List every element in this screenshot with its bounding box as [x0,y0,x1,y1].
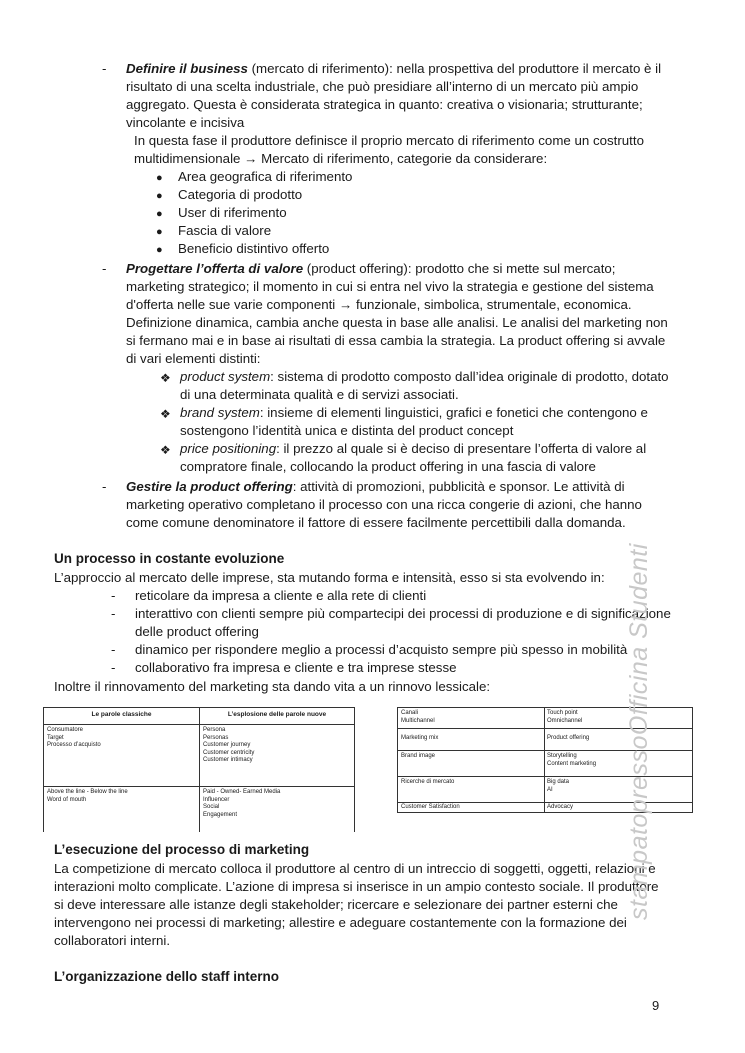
item1-line-3: vincolante e incisiva [126,115,245,130]
evolution-item: collaborativo fra impresa e cliente e tra imprese stesse [135,660,457,675]
evolution-item: reticolare da impresa a cliente e alla rete di clienti [135,588,427,603]
section3-line: interazioni molto complicate. L’azione di impresa si inserisce in un ampio contesto sociale. Il produttore [54,879,659,894]
item2-text-0: (product offering): prodotto che si mette sul mercato; [303,261,616,276]
bullet-dot: ● [156,172,163,184]
item3-title: Gestire la product offering [126,479,293,494]
item2-line-4: si fermano mai e in base ai risultati di essa cambia la strategia. La product offering si avvale [126,333,666,348]
section2-outro: Inoltre il rinnovamento del marketing sta dando vita a un rinnovo lessicale: [54,679,491,694]
item2-line-1: marketing strategico; il momento in cui si entra nel vivo la strategia e gestione del sistema [126,279,654,294]
bullet-item: Categoria di prodotto [178,187,303,202]
dash-marker: - [111,588,116,603]
bullet-dot: ● [156,244,163,256]
page-number: 9 [652,998,660,1013]
table-cell: Storytelling Content marketing [547,753,597,767]
diamond-text: : il prezzo al quale si è deciso di presentare l’offerta di valore al [276,441,647,456]
bullet-dot: ● [156,208,163,220]
item1-sub-1: multidimensionale → Mercato di riferimento, categorie da considerare: [134,151,548,166]
item3-line-1: marketing operativo completano il processo con una ricca congerie di azioni, che hanno [126,497,642,512]
bullet-dot: ● [156,190,163,202]
bullet-dot: ● [156,226,163,238]
diamond-item [180,368,700,386]
item1-line-1: risultato di una scelta industriale, che può presidiare all’interno di un mercato più ampio [126,79,639,94]
diamond-term: price positioning [180,441,277,456]
table-cell: Product offering [547,735,590,741]
diamond-text: : sistema di prodotto composto dall’idea originale di prodotto, dotato [270,369,669,384]
diamond-text: : insieme di elementi linguistici, grafici e fonetici che contengono e [259,405,648,420]
table-cell: Ricerche di mercato [401,779,455,785]
item3-text-0: : attività di promozioni, pubblicità e sponsor. Le attività di [292,479,625,494]
table-cell: Canali Multichannel [401,710,435,724]
diamond-marker: ❖ [160,371,171,385]
table-cell: Advocacy [547,804,574,810]
table-header: Le parole classiche [91,711,152,718]
table-cell: Consumatore Target Processo d’acquisto [47,727,101,748]
section3-line: La competizione di mercato colloca il produttore al centro di un intreccio di soggetti, oggetti, relazioni e [54,861,656,876]
dash-marker: - [102,479,107,494]
section3-line: collaboratori interni. [54,933,171,948]
bullet-item: User di riferimento [178,205,287,220]
item1-line-0 [126,60,696,78]
watermark: stampatopressoOfficina Studenti [625,543,653,920]
table-cell: Brand image [401,753,436,759]
diamond-text-cont: di una determinata qualità e di servizi associati. [180,387,459,402]
item1-title: Definire il business [126,61,248,76]
item2-line-0 [126,260,696,278]
diamond-text-cont: compratore finale, collocando la product offering in una fascia di valore [180,459,596,474]
item1-sub-0: In questa fase il produttore definisce il proprio mercato di riferimento come un costrutto [134,133,644,148]
table-cell: Marketing mix [401,735,439,741]
item1-text-0: (mercato di riferimento): nella prospettiva del produttore il mercato è il [247,61,662,76]
item2-line-3: Definizione dinamica, cambia anche questa in base alle analisi. Le analisi del marketing non [126,315,668,330]
table-cell: Touch point Omnichannel [547,710,583,724]
diamond-item [180,440,700,458]
diamond-marker: ❖ [160,407,171,421]
bullet-item: Area geografica di riferimento [178,169,353,184]
dash-marker: - [111,606,116,621]
item3-line-0 [126,478,696,496]
evolution-item: dinamico per rispondere meglio a processi d’acquisto sempre più spesso in mobilità [135,642,628,657]
bullet-item: Beneficio distintivo offerto [178,241,330,256]
section-heading: L’organizzazione dello staff interno [54,969,280,984]
diamond-term: brand system [180,405,260,420]
table-cell: Big data AI [547,779,570,793]
lexicon-table-classic [43,707,355,832]
item2-line-5: di vari elementi distinti: [126,351,261,366]
item3-line-2: come comune denominatore il fattore di essere facilmente percettibili dalla domanda. [126,515,626,530]
table-cell: Persona Personas Customer journey Customer centricity Customer intimacy [203,727,255,763]
section2-intro: L’approccio al mercato delle imprese, sta mutando forma e intensità, esso si sta evolvendo in: [54,570,605,585]
diamond-text-cont: sostengono l’identità unica e distinta del product concept [180,423,514,438]
section-heading: Un processo in costante evoluzione [54,551,285,566]
dash-marker: - [111,660,116,675]
diamond-marker: ❖ [160,443,171,457]
evolution-item-cont: delle product offering [135,624,259,639]
item1-line-2: aggregato. Questa è considerata strategica in quanto: creativa o visionaria; strutturante; [126,97,643,112]
dash-marker: - [111,642,116,657]
evolution-item: interattivo con clienti sempre più compartecipi dei processi di produzione e di significazione [135,606,671,621]
item2-line-2: d'offerta nelle sue varie componenti → funzionale, simbolica, strumentale, economica. [126,297,632,312]
item2-title: Progettare l’offerta di valore [126,261,304,276]
table-header: L’esplosione delle parole nuove [227,711,327,718]
table-cell: Paid - Owned- Earned Media Influencer Social Engagement [203,789,281,818]
table-cell: Customer Satisfaction [401,804,460,810]
bullet-item: Fascia di valore [178,223,272,238]
section-heading: L’esecuzione del processo di marketing [54,842,310,857]
diamond-item [180,404,700,422]
table-cell: Above the line - Below the line Word of mouth [47,789,128,803]
section3-line: intervengono nei processi di marketing; allestire e adeguare costantemente con la formazione dei [54,915,627,930]
dash-marker: - [102,261,107,276]
diamond-term: product system [180,369,271,384]
section3-line: si deve interessare alle istanze degli stakeholder; ricercare e selezionare dei partner esterni che [54,897,618,912]
dash-marker: - [102,61,107,76]
